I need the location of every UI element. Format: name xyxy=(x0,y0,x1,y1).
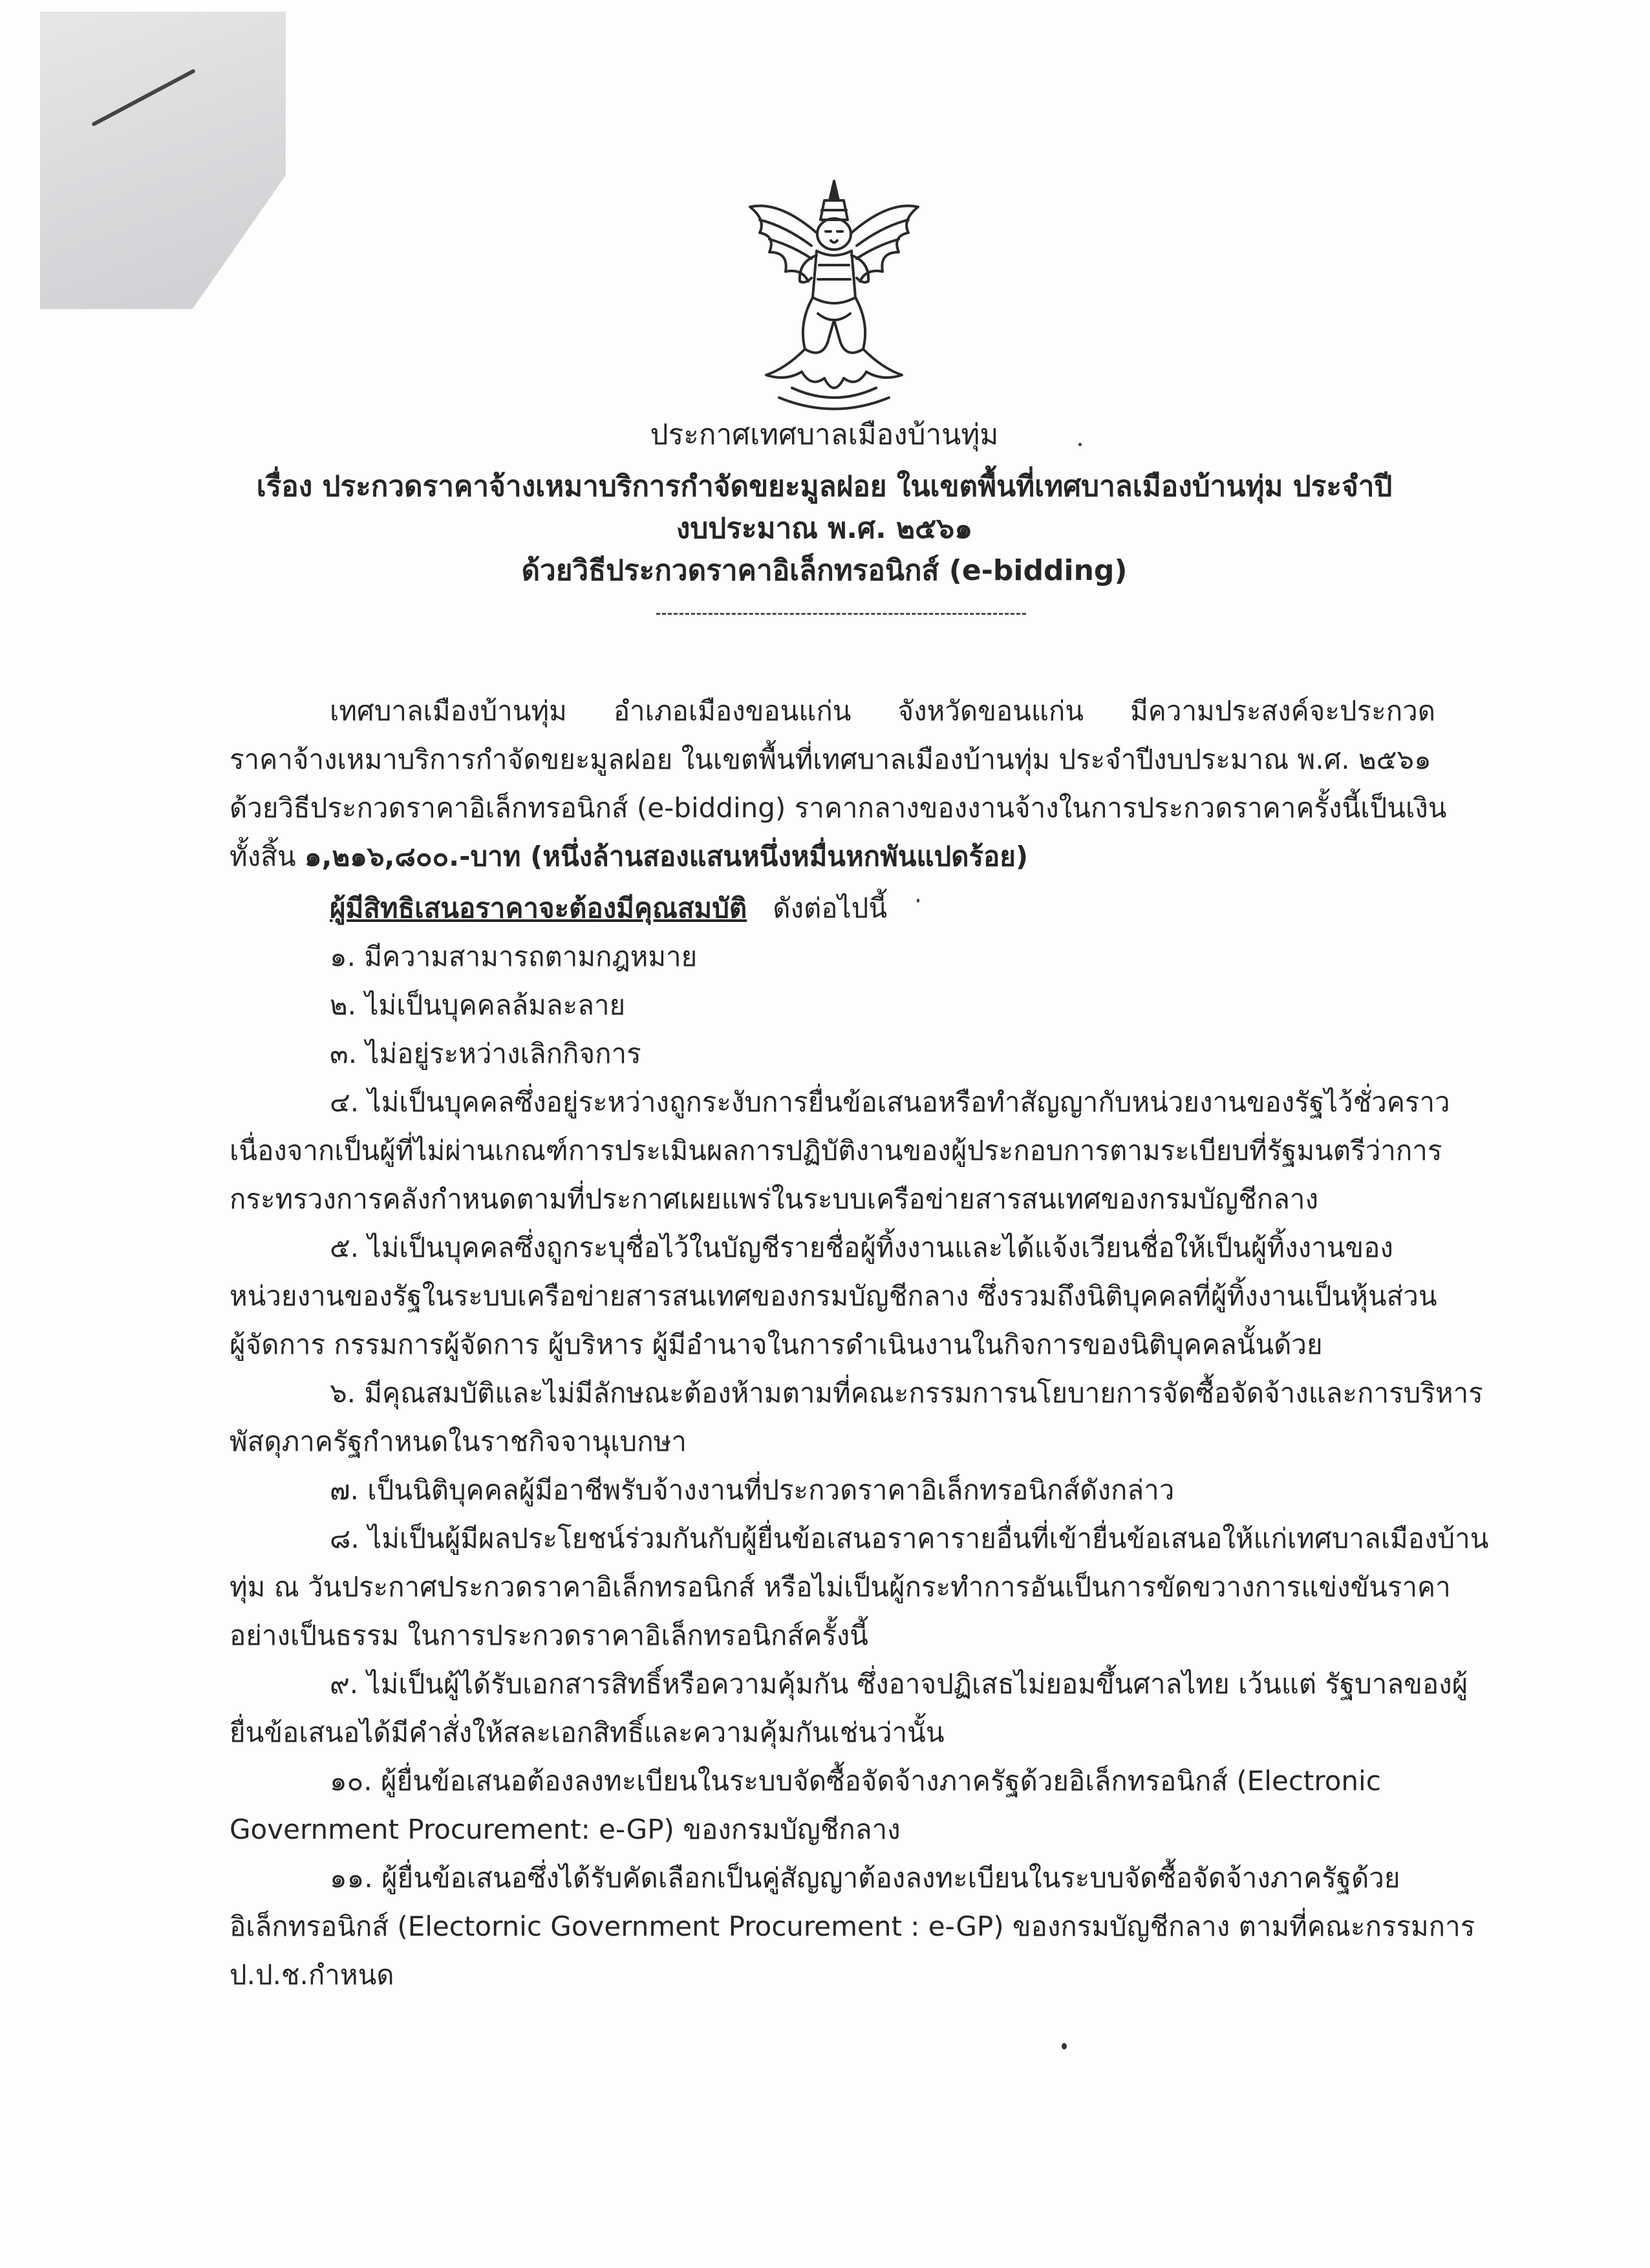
qualification-item-10-line-2: Government Procurement: e-GP) ของกรมบัญชีกลาง xyxy=(230,1813,901,1845)
qualification-item-11-line-2: อิเล็กทรอนิกส์ (Electornic Government Procurement : e-GP) ของกรมบัญชีกลาง ตามที่คณะกรรมการ xyxy=(230,1910,1475,1942)
intro-intent: มีความประสงค์จะประกวด xyxy=(1130,695,1435,727)
intro-total-amount: ๑,๒๑๖,๘๐๐.-บาท (หนึ่งล้านสองแสนหนึ่งหมื่นหกพันแปดร้อย) xyxy=(304,840,1029,872)
scan-corner-stain xyxy=(40,12,286,309)
qualification-item-8-line-2: ทุ่ม ณ วันประกาศประกวดราคาอิเล็กทรอนิกส์ หรือไม่เป็นผู้กระทำการอันเป็นการขัดขวางการแข่งขันราคา xyxy=(230,1571,1451,1603)
qualification-item-9-line-2: ยื่นข้อเสนอได้มีคำสั่งให้สละเอกสิทธิ์และความคุ้มกันเช่นว่านั้น xyxy=(230,1717,945,1748)
qualifications-heading-text: ผู้มีสิทธิเสนอราคาจะต้องมีคุณสมบัติ xyxy=(330,892,747,924)
intro-line-2: ราคาจ้างเหมาบริการกำจัดขยะมูลฝอย ในเขตพื้นที่เทศบาลเมืองบ้านทุ่ม ประจำปีงบประมาณ พ.ศ. ๒๕๖๑ xyxy=(230,744,1431,775)
intro-district: อำเภอเมืองขอนแก่น xyxy=(613,695,852,727)
qualification-item-5-line-3: ผู้จัดการ กรรมการผู้จัดการ ผู้บริหาร ผู้มีอำนาจในการดำเนินงานในกิจการของนิติบุคคลนั้นด้วย xyxy=(230,1329,1323,1360)
qualification-item-8-line-1: ๘. ไม่เป็นผู้มีผลประโยชน์ร่วมกันกับผู้ยื่นข้อเสนอราคารายอื่นที่เข้ายื่นข้อเสนอให้แก่เทศบาลเมืองบ้าน xyxy=(330,1523,1489,1554)
qualification-item-11-line-3: ป.ป.ช.กำหนด xyxy=(230,1959,394,1991)
qualification-item-2: ๒. ไม่เป็นบุคคลล้มละลาย xyxy=(330,989,626,1021)
qualification-item-5-line-1: ๕. ไม่เป็นบุคคลซึ่งถูกระบุชื่อไว้ในบัญชีรายชื่อผู้ทิ้งงานและได้แจ้งเวียนชื่อให้เป็นผู้ทิ้งงานของ xyxy=(330,1232,1393,1263)
announcement-title: ประกาศเทศบาลเมืองบ้านทุ่ม xyxy=(650,418,999,451)
qualification-item-10-line-1: ๑๐. ผู้ยื่นข้อเสนอต้องลงทะเบียนในระบบจัดซื้อจัดจ้างภาครัฐด้วยอิเล็กทรอนิกส์ (Electronic xyxy=(330,1765,1381,1797)
qualification-item-4-line-2: เนื่องจากเป็นผู้ที่ไม่ผ่านเกณฑ์การประเมินผลการปฏิบัติงานของผู้ประกอบการตามระเบียบที่รัฐมนตรีว่าการ xyxy=(230,1135,1442,1166)
intro-total-prefix: ทั้งสิ้น xyxy=(230,840,305,872)
qualification-item-11-line-1: ๑๑. ผู้ยื่นข้อเสนอซึ่งได้รับคัดเลือกเป็นคู่สัญญาต้องลงทะเบียนในระบบจัดซื้อจัดจ้างภาครัฐด้วย xyxy=(330,1862,1400,1894)
intro-line-1 xyxy=(330,692,1435,731)
garuda-emblem-icon xyxy=(740,175,928,423)
qualification-item-6-line-1: ๖. มีคุณสมบัติและไม่มีลักษณะต้องห้ามตามที่คณะกรรมการนโยบายการจัดซื้อจัดจ้างและการบริหาร xyxy=(330,1377,1483,1409)
subject-line-1: เรื่อง ประกวดราคาจ้างเหมาบริการกำจัดขยะมูลฝอย ในเขตพื้นที่เทศบาลเมืองบ้านทุ่ม ประจำปี xyxy=(256,470,1393,503)
intro-line-3: ด้วยวิธีประกวดราคาอิเล็กทรอนิกส์ (e-bidding) ราคากลางของงานจ้างในการประกวดราคาครั้งนี้เป็นเงิน xyxy=(230,792,1447,824)
qualifications-heading xyxy=(330,889,887,928)
intro-municipality: เทศบาลเมืองบ้านทุ่ม xyxy=(330,695,567,727)
subject-line-2: งบประมาณ พ.ศ. ๒๕๖๑ xyxy=(676,512,973,545)
qualification-item-8-line-3: อย่างเป็นธรรม ในการประกวดราคาอิเล็กทรอนิกส์ครั้งนี้ xyxy=(230,1620,868,1651)
intro-province: จังหวัดขอนแก่น xyxy=(897,695,1084,727)
scan-speck xyxy=(1062,2043,1067,2049)
qualification-item-3: ๓. ไม่อยู่ระหว่างเลิกกิจการ xyxy=(330,1038,641,1069)
intro-line-4 xyxy=(230,837,1028,876)
qualification-item-7: ๗. เป็นนิติบุคคลผู้มีอาชีพรับจ้างงานที่ประกวดราคาอิเล็กทรอนิกส์ดังกล่าว xyxy=(330,1474,1175,1506)
qualification-item-5-line-2: หน่วยงานของรัฐในระบบเครือข่ายสารสนเทศของกรมบัญชีกลาง ซึ่งรวมถึงนิติบุคคลที่ผู้ทิ้งงานเป็นหุ้นส่วน xyxy=(230,1280,1437,1312)
scan-speck xyxy=(1078,443,1082,446)
scan-speck xyxy=(917,899,919,903)
qualification-item-4-line-1: ๔. ไม่เป็นบุคคลซึ่งอยู่ระหว่างถูกระงับการยื่นข้อเสนอหรือทำสัญญากับหน่วยงานของรัฐไว้ชั่วคราว xyxy=(330,1086,1450,1118)
qualification-item-4-line-3: กระทรวงการคลังกำหนดตามที่ประกาศเผยแพร่ในระบบเครือข่ายสารสนเทศของกรมบัญชีกลาง xyxy=(230,1183,1318,1215)
qualifications-heading-suffix: ดังต่อไปนี้ xyxy=(773,892,888,924)
qualification-item-9-line-1: ๙. ไม่เป็นผู้ได้รับเอกสารสิทธิ์หรือความคุ้มกัน ซึ่งอาจปฏิเสธไม่ยอมขึ้นศาลไทย เว้นแต่ รัฐบาลของผู้ xyxy=(330,1668,1468,1700)
header-divider xyxy=(656,613,1026,615)
qualification-item-6-line-2: พัสดุภาครัฐกำหนดในราชกิจจานุเบกษา xyxy=(230,1426,687,1457)
qualification-item-1: ๑. มีความสามารถตามกฎหมาย xyxy=(330,941,698,972)
subject-line-3: ด้วยวิธีประกวดราคาอิเล็กทรอนิกส์ (e-bidding) xyxy=(521,554,1128,587)
